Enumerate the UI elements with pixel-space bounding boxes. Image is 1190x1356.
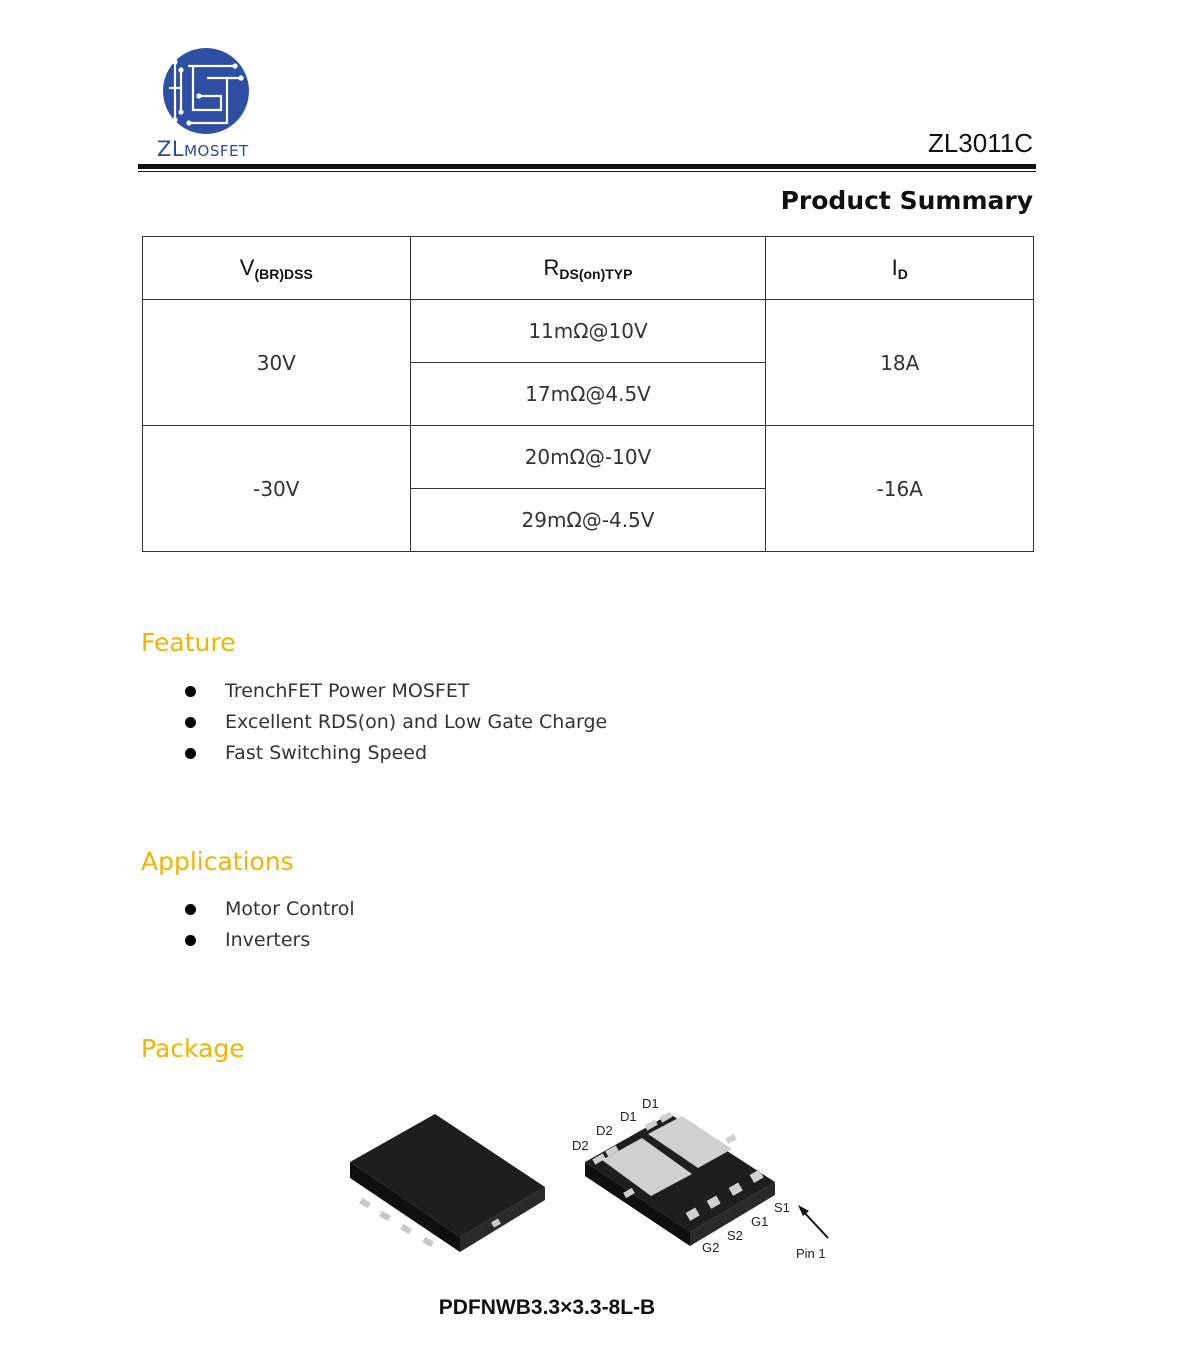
list-item: Motor Control [180,894,355,925]
table-row [143,300,1034,363]
list-item: Inverters [180,925,355,956]
list-item: TrenchFET Power MOSFET [180,676,607,707]
table-header-row [143,237,1034,300]
list-item: Fast Switching Speed [180,738,607,769]
pin-label-d2: D2 [596,1123,613,1138]
pin-label-d1: D1 [642,1096,659,1111]
bullet-icon [185,904,196,915]
bullet-icon [185,748,196,759]
bullet-icon [185,686,196,697]
product-summary-table [142,236,1034,552]
header-rule [138,164,1036,169]
applications-list [180,894,355,956]
pin-label-d2: D2 [572,1138,589,1153]
package-title: Package [141,1034,245,1063]
package-illustration [340,1092,840,1267]
package-name: PDFNWB3.3×3.3-8L-B [438,1296,656,1319]
pin-label-s1: S1 [774,1200,790,1215]
cell-vbrdss: 30V [143,300,411,426]
pin-label-g2: G2 [702,1240,720,1255]
applications-title: Applications [141,847,294,876]
part-number: ZL3011C [927,128,1033,158]
cell-rdson: 20mΩ@-10V [410,426,766,489]
list-item: Excellent RDS(on) and Low Gate Charge [180,707,607,738]
cell-rdson: 11mΩ@10V [410,300,766,363]
pin-label-g1: G1 [751,1214,769,1229]
header-id: $I_D$ [766,237,1034,300]
cell-vbrdss: -30V [143,426,411,552]
cell-id: 18A [766,300,1034,426]
feature-list [180,676,607,769]
cell-rdson: 29mΩ@-4.5V [410,489,766,552]
bullet-icon [185,935,196,946]
logo-wordmark: ZLMOSFET [157,137,249,161]
header-rule-thin [138,171,1036,172]
pin-label-d1: D1 [620,1109,637,1124]
cell-rdson: 17mΩ@4.5V [410,363,766,426]
cell-id: -16A [766,426,1034,552]
bullet-icon [185,717,196,728]
feature-title: Feature [141,628,236,657]
pin1-label: Pin 1 [796,1246,826,1261]
table-row [143,426,1034,489]
package-bottom-view [585,1111,828,1246]
header-rdson: $R_{DS(on)TYP}$ [410,237,766,300]
header-vbrdss: $V_{(BR)DSS}$ [143,237,411,300]
pin-label-s2: S2 [727,1228,743,1243]
product-summary-title: Product Summary [780,186,1033,215]
package-top-view [350,1114,545,1252]
